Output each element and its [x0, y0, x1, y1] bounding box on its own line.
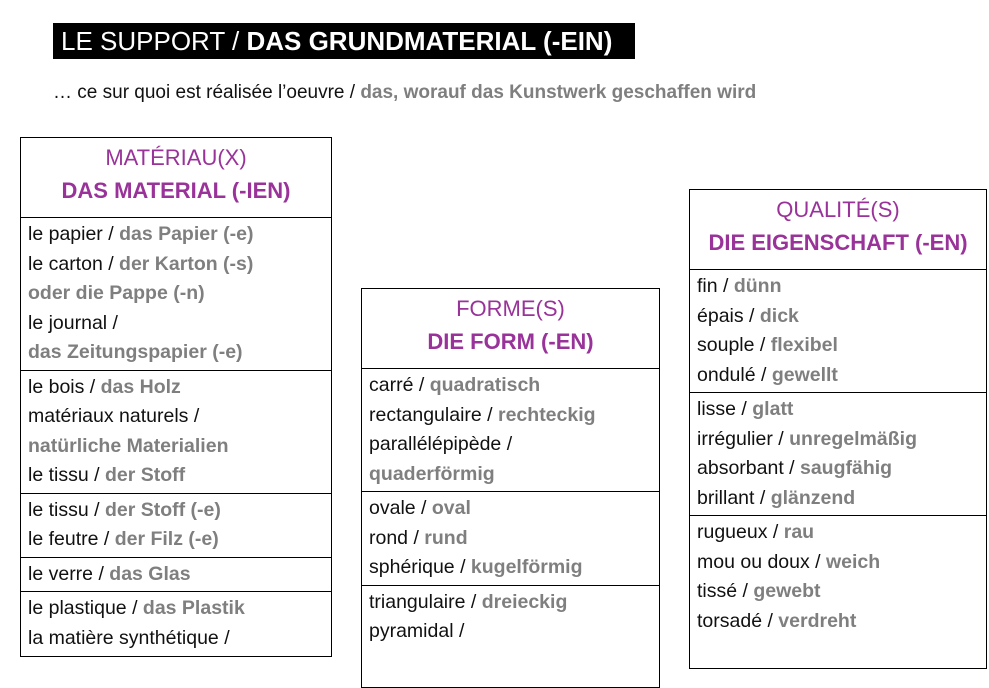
form-header-de: DIE FORM (-EN) [427, 329, 594, 354]
term-fr: le bois / [28, 375, 101, 398]
term-de: rau [783, 521, 815, 543]
term-fr: tissé / [697, 580, 754, 602]
vocab-line [697, 548, 986, 578]
vocab-line [697, 577, 986, 607]
quality-cell [690, 516, 986, 638]
material-header-de: DAS MATERIAL (-IEN) [61, 178, 291, 203]
quality-cell [690, 270, 986, 393]
vocab-line [369, 430, 659, 460]
term-fr: épais / [697, 304, 760, 327]
term-fr: le feutre / [28, 528, 115, 550]
term-de: oval [431, 497, 471, 519]
term-fr: la matière synthétique / [28, 626, 230, 649]
page-title-fr: LE SUPPORT / [61, 26, 247, 56]
vocab-line [697, 302, 986, 332]
page-subtitle-fr: … ce sur quoi est réalisée l’oeuvre / [53, 82, 361, 103]
term-de: das Glas [109, 562, 191, 585]
term-fr: ondulé / [697, 363, 772, 386]
vocab-line [28, 220, 331, 250]
term-de: der Stoff (-e) [104, 498, 221, 521]
page-subtitle-de: das, worauf das Kunstwerk geschaffen wird [360, 82, 757, 103]
form-table [361, 288, 660, 688]
vocab-line [697, 272, 986, 302]
term-fr: carré / [369, 374, 430, 396]
vocab-line [28, 560, 331, 590]
term-de: unregelmäßig [789, 427, 917, 450]
term-fr: le papier / [28, 223, 120, 245]
term-de: saugfähig [799, 457, 893, 479]
vocab-line [28, 250, 331, 280]
page-title-de: DAS GRUNDMATERIAL (-EIN) [246, 26, 613, 56]
term-de: glatt [752, 398, 794, 420]
vocab-line [369, 494, 659, 524]
term-de: flexibel [770, 334, 838, 356]
term-de: das Papier (-e) [119, 223, 254, 245]
vocab-line [28, 525, 331, 555]
term-fr: fin / [697, 275, 734, 297]
term-de: verdreht [778, 609, 857, 632]
vocab-line [369, 371, 659, 401]
page-title [53, 23, 635, 59]
term-de: dünn [733, 275, 782, 297]
term-fr: rectangulaire / [369, 403, 498, 426]
term-de: rund [424, 526, 468, 549]
vocab-line [697, 361, 986, 391]
vocab-line [28, 461, 331, 491]
form-cell [362, 586, 659, 649]
term-de: das Plastik [142, 597, 245, 619]
term-de: der Filz (-e) [114, 528, 219, 550]
term-de: der Stoff [104, 464, 186, 486]
material-cell [21, 558, 331, 593]
material-header-fr: MATÉRIAU(X) [105, 145, 247, 170]
term-fr: sphérique / [369, 556, 471, 578]
vocab-line [697, 395, 986, 425]
term-de: oder die Pappe (-n) [28, 282, 205, 304]
term-de: quadratisch [429, 374, 541, 396]
vocab-line [697, 425, 986, 455]
vocab-line [28, 402, 331, 432]
term-fr: le carton / [28, 252, 120, 275]
form-cell [362, 492, 659, 586]
quality-table [689, 189, 987, 669]
vocab-line [28, 279, 331, 309]
term-fr: pyramidal / [369, 620, 465, 642]
vocab-line [28, 496, 331, 526]
quality-header-de: DIE EIGENSCHAFT (-EN) [708, 230, 968, 255]
term-fr: rugueux / [697, 521, 784, 543]
material-cell [21, 592, 331, 655]
term-fr: le verre / [28, 562, 110, 585]
material-table-header [21, 138, 331, 218]
term-fr: brillant / [697, 486, 771, 509]
vocab-line [369, 460, 659, 490]
term-fr: le plastique / [28, 597, 143, 619]
term-de: quaderförmig [369, 462, 495, 485]
vocab-line [697, 607, 986, 637]
term-fr: lisse / [697, 398, 753, 420]
term-fr: ovale / [369, 497, 432, 519]
page-subtitle [53, 82, 756, 104]
vocab-line [697, 331, 986, 361]
term-fr: le tissu / [28, 498, 105, 521]
term-de: gewebt [753, 580, 821, 602]
term-de: weich [826, 550, 881, 573]
vocab-line [28, 432, 331, 462]
term-fr: le journal / [28, 311, 118, 334]
term-de: das Zeitungspapier (-e) [28, 341, 243, 363]
form-header-fr: FORME(S) [456, 296, 565, 321]
vocab-line [28, 309, 331, 339]
vocab-line [369, 617, 659, 647]
vocab-line [369, 524, 659, 554]
term-de: der Karton (-s) [119, 252, 254, 275]
term-de: kugelförmig [470, 556, 583, 578]
term-de: dreieckig [481, 590, 568, 613]
term-fr: rond / [369, 526, 425, 549]
form-table-body [362, 369, 659, 649]
material-table [20, 137, 332, 657]
term-fr: mou ou doux / [697, 550, 826, 573]
term-fr: irrégulier / [697, 427, 790, 450]
vocab-line [697, 484, 986, 514]
term-de: glänzend [770, 486, 856, 509]
material-cell [21, 494, 331, 558]
material-table-body [21, 218, 331, 655]
term-de: natürliche Materialien [28, 434, 229, 457]
vocab-line [28, 338, 331, 368]
form-table-header [362, 289, 659, 369]
vocab-line [697, 454, 986, 484]
quality-table-body [690, 270, 986, 638]
vocab-line [369, 553, 659, 583]
vocab-line [697, 518, 986, 548]
material-cell [21, 371, 331, 494]
vocab-line [369, 588, 659, 618]
term-de: das Holz [100, 375, 181, 398]
vocab-line [28, 594, 331, 624]
term-de: gewellt [771, 363, 838, 386]
vocab-line [28, 624, 331, 654]
term-fr: souple / [697, 334, 771, 356]
material-cell [21, 218, 331, 371]
term-fr: torsadé / [697, 609, 779, 632]
term-fr: absorbant / [697, 457, 800, 479]
quality-header-fr: QUALITÉ(S) [776, 197, 900, 222]
vocab-line [369, 401, 659, 431]
term-fr: triangulaire / [369, 590, 482, 613]
term-de: rechteckig [498, 403, 596, 426]
vocab-line [28, 373, 331, 403]
form-cell [362, 369, 659, 492]
term-fr: matériaux naturels / [28, 405, 200, 427]
quality-cell [690, 393, 986, 516]
term-fr: le tissu / [28, 464, 105, 486]
term-fr: parallélépipède / [369, 433, 513, 455]
quality-table-header [690, 190, 986, 270]
term-de: dick [759, 304, 799, 327]
